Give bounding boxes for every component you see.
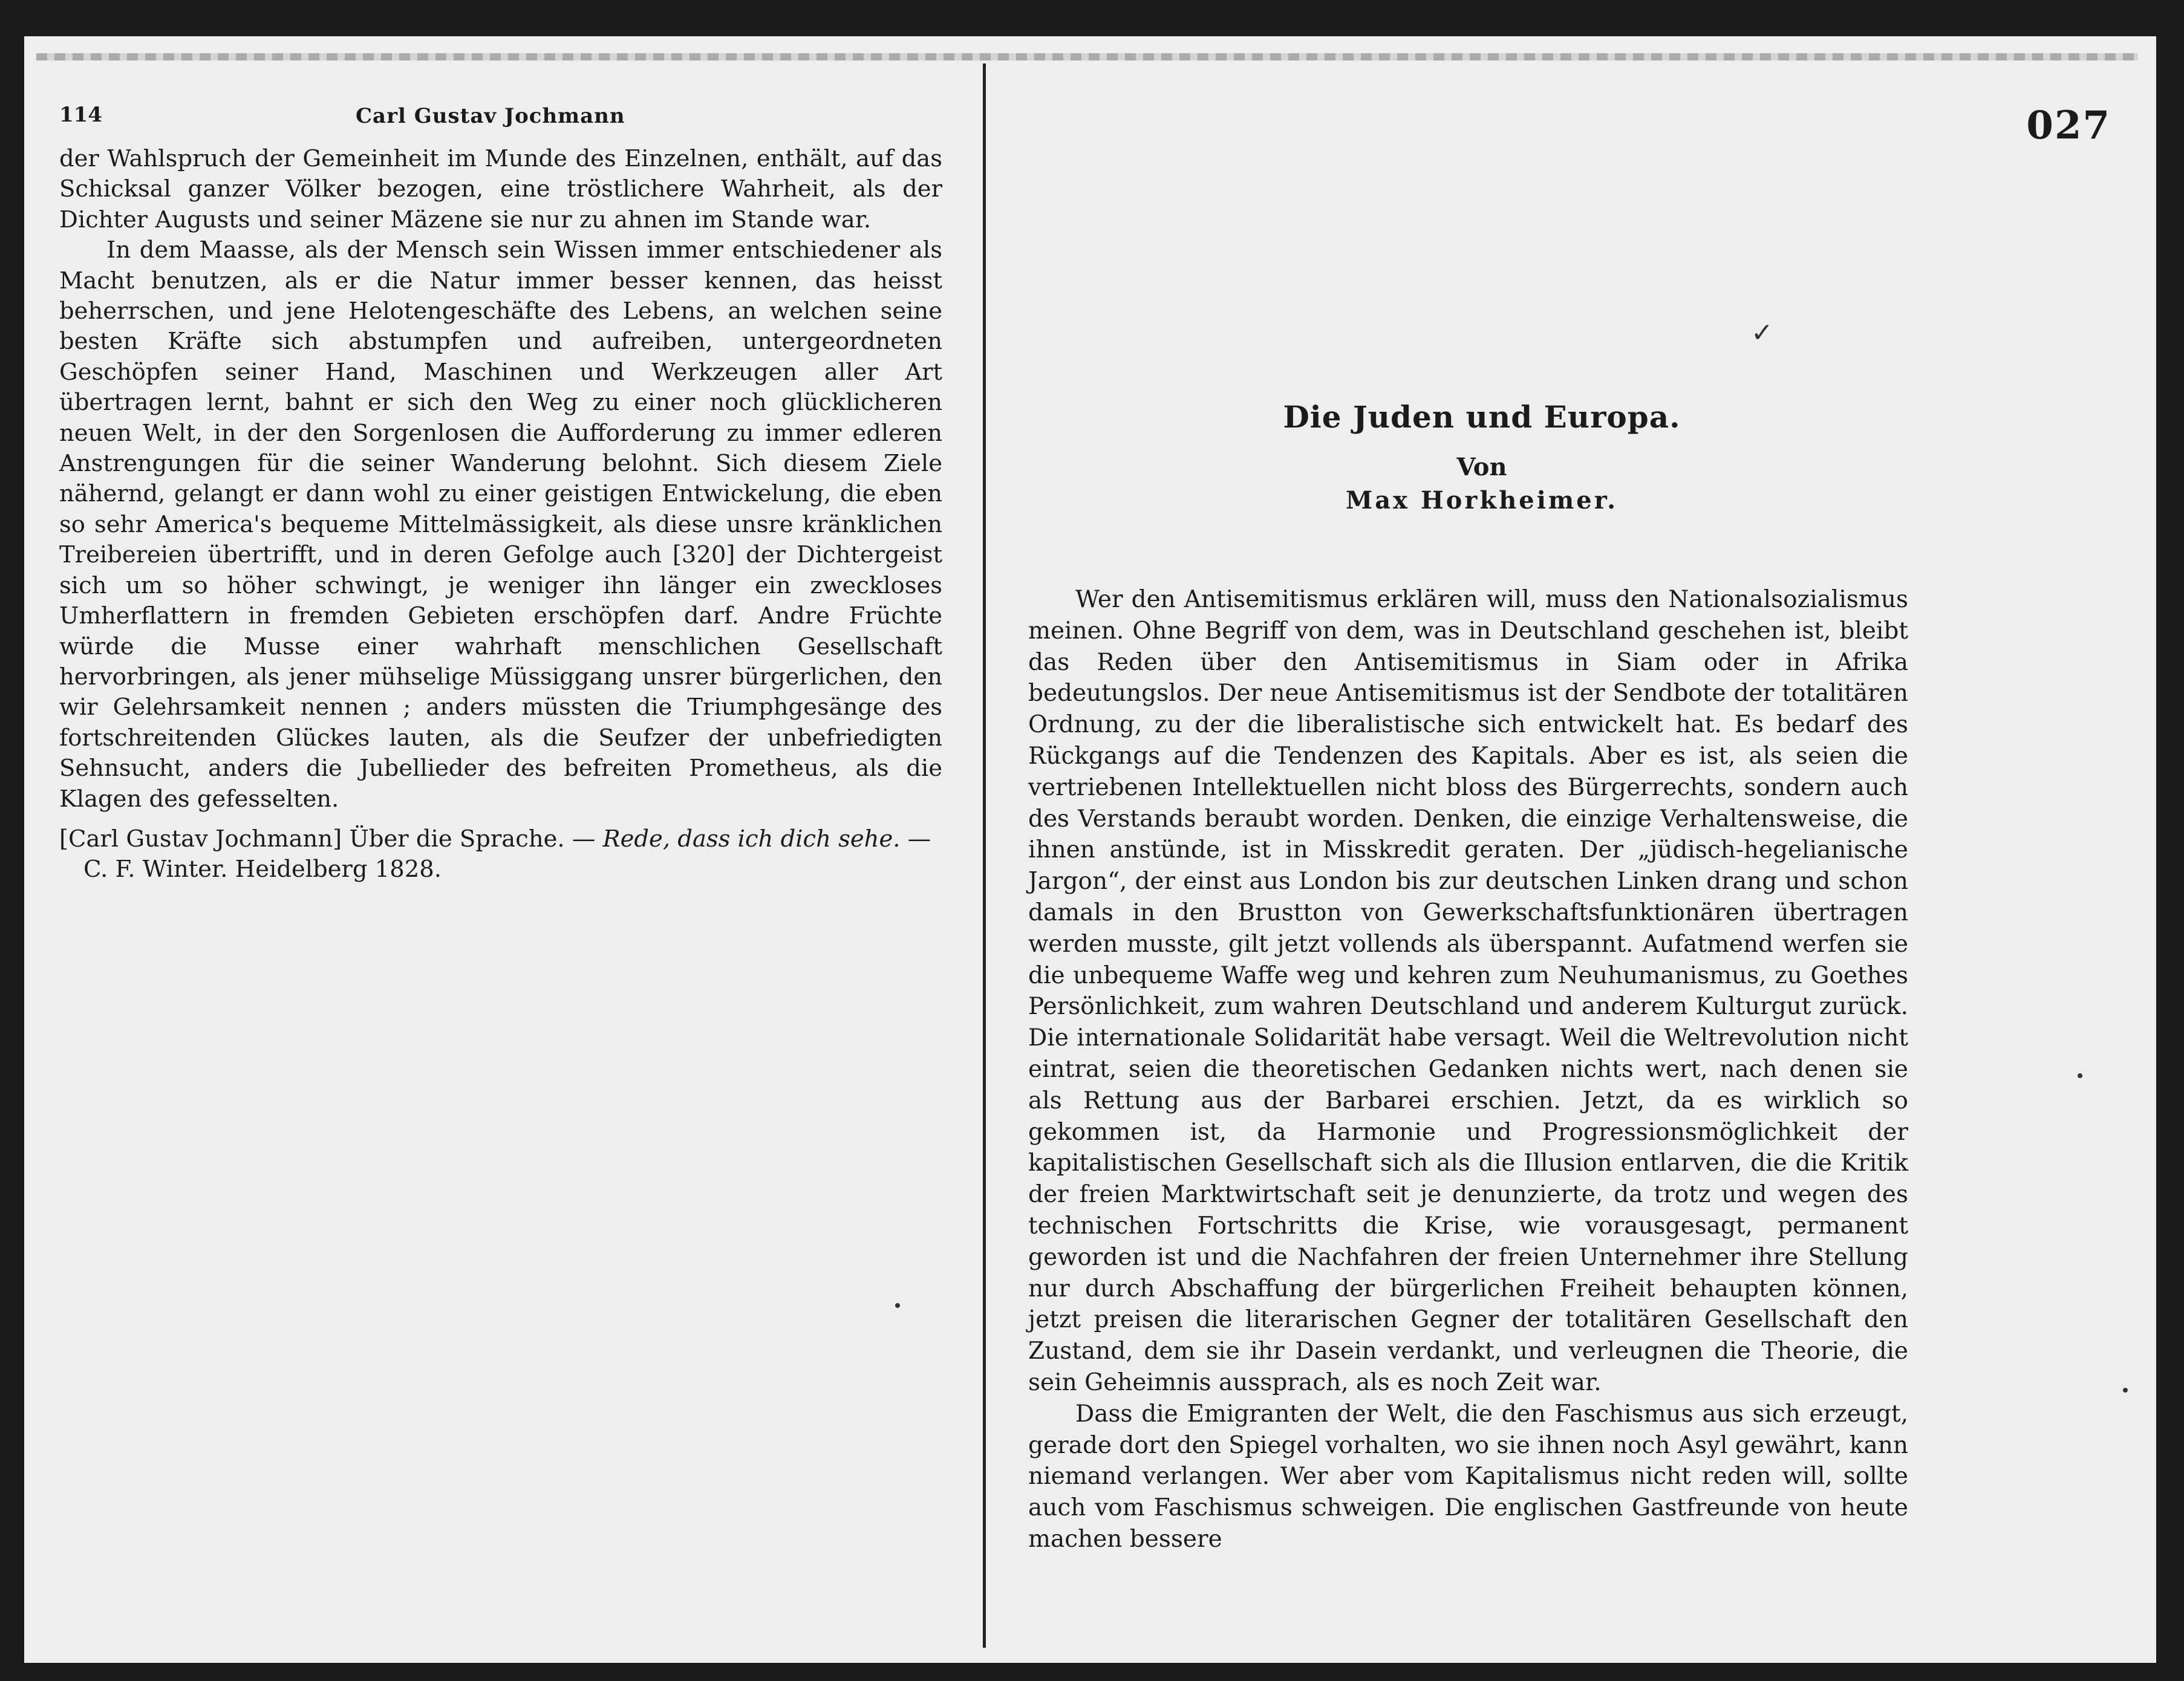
article-title: Die Juden und Europa. <box>1283 399 1681 435</box>
article-author: Max Horkheimer. <box>1345 486 1618 515</box>
left-page <box>59 103 942 1614</box>
scan-speck <box>2123 1388 2128 1393</box>
top-edge-rule <box>36 53 2138 60</box>
right-paragraph-2: Dass die Emigranten der Welt, die den Faschismus aus sich erzeugt, gerade dort den Spiegel vorhalten, wo sie ihnen noch Asyl gewährt, kann niemand verlangen. Wer aber vom Kapitalismus nicht reden will, sollte auch vom Faschismus schweigen. Die englischen Gastfreunde von heute machen bessere <box>1028 1400 1908 1553</box>
page-number: 114 <box>59 103 102 127</box>
citation-author: [Carl Gustav Jochmann] Über die Sprache. — <box>59 825 596 853</box>
book-gutter <box>983 63 986 1648</box>
right-paragraph-1: Wer den Antisemitismus erklären will, muss den Nationalsozialismus meinen. Ohne Begriff von dem, was in Deutschland geschehen ist, bleibt das Reden über den Antisemitismus in Siam oder in Afrika bedeutungslos. Der neue Antisemitismus ist der Sendbote der totalitären Ordnung, zu der die liberalistische sich entwickelt hat. Es bedarf des Rückgangs auf die Tendenzen des Kapitals. Aber es ist, als seien die vertriebenen Intellektuellen nicht bloss des Bürgerrechts, sondern auch des Verstands beraubt worden. Denken, die einzige Verhaltensweise, die ihnen anstünde, ist in Misskredit geraten. Der „jüdisch-hegelianische Jargon“, der einst aus London bis zur deutschen Linken drang und schon damals in den Brustton von Gewerkschaftsfunktionären übertragen werden musste, gilt jetzt vollends als überspannt. Aufatmend werfen sie die unbequeme Waffe weg und kehren zum Neuhumanismus, zu Goethes Persönlichkeit, zum wahren Deutschland und anderem Kulturgut zurück. Die internationale Solidarität habe versagt. Weil die Weltrevolution nicht eintrat, seien die theoretischen Gedanken nichts wert, nach denen sie als Rettung aus der Barbarei erschien. Jetzt, da es wirklich so gekommen ist, da Harmonie und Progressionsmöglichkeit der kapitalistischen Gesellschaft sich als die Illusion entlarven, die die Kritik der freien Marktwirtschaft seit je denunzierte, da trotz und wegen des technischen Fortschritts die Krise, wie vorausgesagt, permanent geworden ist und die Nachfahren der freien Unternehmer ihre Stellung nur durch Abschaffung der bürgerlichen Freiheit behaupten können, jetzt preisen die literarischen Gegner der totalitären Gesellschaft den Zustand, dem sie ihr Dasein verdankt, und verleugnen die Theorie, die sein Geheimnis aussprach, als es noch Zeit war. <box>1028 586 1908 1396</box>
right-running-head <box>1028 103 2117 148</box>
citation-quote: Rede, dass ich dich sehe. <box>602 825 901 853</box>
right-page <box>1028 103 2117 1614</box>
archive-number: 027 <box>2026 103 2111 148</box>
check-mark-icon: ✓ <box>1751 317 1773 348</box>
left-paragraph-1: der Wahlspruch der Gemeinheit im Munde des Einzelnen, enthält, auf das Schicksal ganzer Völker bezogen, eine tröstlichere Wahrheit, als der Dichter Augusts und seiner Mäzene sie nur zu ahnen im Stande war. <box>59 145 942 233</box>
left-paragraph-2: In dem Maasse, als der Mensch sein Wissen immer entschiedener als Macht benutzen, als er die Natur immer besser kennen, das heisst beherrschen, und jene Helotengeschäfte des Lebens, an welchen seine besten Kräfte sich abstumpfen und aufreiben, untergeordneten Geschöpfen seiner Hand, Maschinen und Werkzeugen aller Art übertragen lernt, bahnt er sich den Weg zu einer noch glücklicheren neuen Welt, in der den Sorgenlosen die Aufforderung zu immer edleren Anstrengungen für die seiner Wanderung belohnt. Sich diesem Ziele nähernd, gelangt er dann wohl zu einer geistigen Entwickelung, die eben so sehr America's bequeme Mittelmässigkeit, als diese unsre kränklichen Treibereien übertrifft, und in deren Gefolge auch [320] der Dichtergeist sich um so höher schwingt, je weniger ihn länger ein zweckloses Umherflattern in fremden Gebieten erschöpfen darf. Andre Früchte würde die Musse einer wahrhaft menschlichen Gesellschaft hervorbringen, als jener mühselige Müssiggang unsrer bürgerlichen, den wir Gelehrsamkeit nennen ; anders müssten die Triumphgesänge des fortschreitenden Glückes lauten, als die Seufzer der unbefriedigten Sehnsucht, anders die Jubellieder des befreiten Prometheus, als die Klagen des gefesselten. <box>59 236 942 813</box>
bibliographic-citation <box>59 824 942 885</box>
scanned-spread <box>24 36 2156 1663</box>
citation-publisher: — C. F. Winter. Heidelberg 1828. <box>83 825 931 883</box>
byline-von: Von <box>1456 453 1507 481</box>
left-running-head <box>59 103 942 139</box>
running-title: Carl Gustav Jochmann <box>356 104 625 128</box>
